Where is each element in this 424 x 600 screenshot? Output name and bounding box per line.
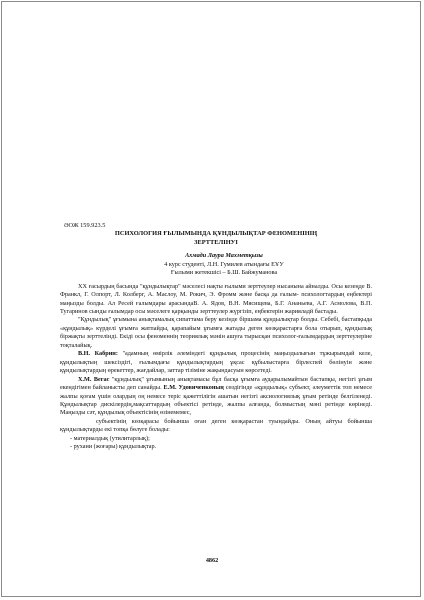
title-line-1: ПСИХОЛОГИЯ ҒЫЛЫМЫНДА ҚҰНДЫЛЫҚТАР ФЕНОМЕНІНІҢ: [114, 230, 318, 238]
article-title: [60, 230, 372, 247]
paragraph-lead: В.Н. Кабрин:: [78, 350, 118, 358]
page-number: 4862: [205, 557, 219, 564]
udk-code: ӘОЖ 159.923.5: [64, 222, 106, 229]
list-item: - материалдық (утилитарлық);: [70, 434, 150, 442]
paragraph-text: XX ғасырдың басында "құндылықтар" мәселесі нақты ғылыми зерттеулер нысанына айналды. Осы кезеңде В. Франкл, Г. Олпорт, Л. Колберг, А. Маслоу, М. Рокич, Э. Фромм және басқа да ғалым- психологтардың еңбектері маңызды болды. Ал Ресей ғалымдары арасындаВ. А. Ядов, В.Н. Мясищева, Б.Г. Ананьева, А.Г. Асмолова, В.П. Тугаринов сынды ғалымдар осы мәселеге қарқынды зерттеулер жүргізіп, еңбектерін жарияладй бастады.: [60, 282, 372, 316]
article-body: [60, 222, 372, 452]
author-supervisor: Ғылыми жетекшісі – Б.Ш. Байжуманова: [170, 269, 278, 277]
paragraph-text: "құндылық" ұғымының анықтамасы бұл басқа ұғымға аударылымайтын бастапқы, негізгі ұғым екендігімен байланысты деп санайды.: [60, 375, 372, 392]
paragraph-lead: Х.М. Вегас: [78, 375, 110, 383]
paragraph-2: [60, 316, 372, 350]
paragraph-text: субъектінің көзқарасы бойынша оған деген көзқарастан туындайды. Оның айтуы бойынша құндылықтарды екі топқа бөлуге болады:: [60, 417, 372, 434]
list-item: - рухани (жоғары) құндылықтар.: [70, 443, 157, 451]
paragraph-3: [60, 350, 372, 375]
paragraph-5: [60, 418, 372, 435]
paragraph-text: "Құндылық" ұғымына анықтамалық сипаттама беру кезінде біршама құндылықтар болды. Себебі, бастапқыда «құндылық» күрделі ұғымға жатпайды, қарапайым ұғымға жатады деген көзқарастарға бола отырып, құндылық біржақты зерттелінді. Екіді осы феноменнің теориялық мәнін ашуға тырысқан психолог-ғалымдардың зерттеулеріне тоқталайық.: [60, 316, 372, 349]
title-line-2: ЗЕРТТЕЛІНУІ: [194, 238, 238, 246]
author-name: Ахмади Лаура Махметқызы: [185, 252, 263, 260]
paragraph-lead-2: Е.М. Удовиченконың: [163, 384, 224, 392]
paragraph-4: [60, 376, 372, 418]
author-block: [60, 252, 372, 277]
paragraph-text-2: сөздігінде «құндылық» субъект, әлеуметтік топ немесе жалпы қоғам үшін олардың оң немесе теріс қажеттілігін ашатын негізгі аксиологиялық ұғым ретінде белгіленеді. Құндылықтар дискілердің,мақсаттардың объектісі ретінде, жалпы алғанда, болмыстың мәні ретінде көрінеді. Маңызды сәт, құндылық объектісінің өзінемемес,: [60, 384, 372, 417]
paragraph-1: [60, 283, 372, 317]
author-affiliation: 4 курс студенті, Л.Н. Гумилев атындағы ЕҰУ: [164, 260, 284, 268]
paragraph-text: "адамның өмірлік әлеміндегі құндылық процесінің маңыздылығын тұжырымдай келе, құндылықтың шексіздігі, ғылымдағы құндылықтардың ұқсас құбылыстарға бірлеспей бөлінуін және құндылықтардың өрекеттер, жағдайлар, заттар тізіміне жақындасуын көрсетеді.: [60, 350, 372, 375]
